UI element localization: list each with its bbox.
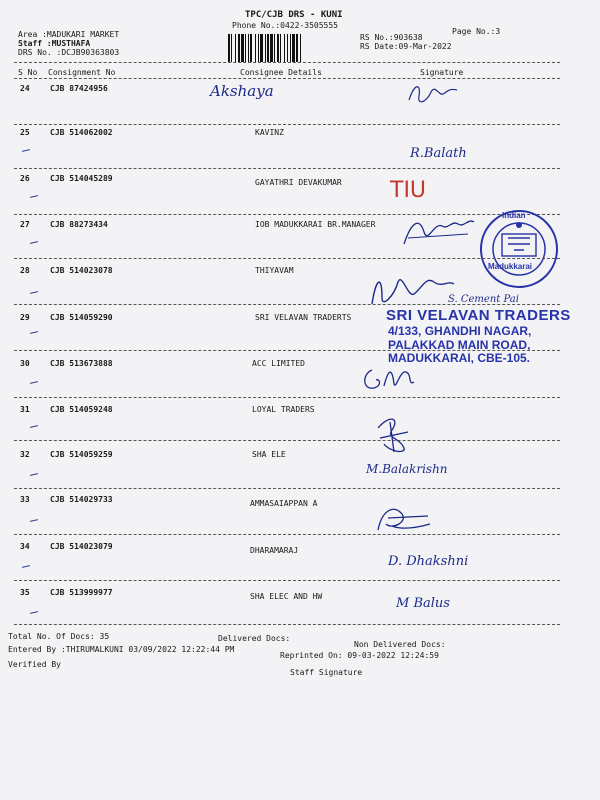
row-divider — [14, 440, 560, 441]
row-consignee: ACC LIMITED — [252, 359, 305, 368]
row-mark — [30, 425, 38, 428]
non-delivered-docs: Non Delivered Docs: — [354, 640, 446, 649]
signature-scribble-30 — [358, 360, 418, 396]
staff-label: Staff :MUSTHAFA — [18, 39, 91, 48]
area-label: Area :MADUKARI MARKET — [18, 30, 120, 39]
row-consignment: CJB 514023078 — [50, 266, 113, 275]
row-consignment: CJB 514059290 — [50, 313, 113, 322]
row-consignee: LOYAL TRADERS — [252, 405, 315, 414]
row-consignee: THIYAVAM — [255, 266, 294, 275]
row-divider — [14, 124, 560, 125]
column-signature: Signature — [420, 68, 464, 77]
row-sno: 33 — [20, 495, 30, 504]
signature-scribble-27 — [398, 210, 478, 254]
stamp-top-text: Indian — [502, 211, 526, 220]
row-mark — [30, 291, 38, 294]
row-mark — [30, 473, 38, 476]
row-consignment: CJB 87424956 — [50, 84, 108, 93]
row-divider — [14, 168, 560, 169]
column-divider — [14, 78, 560, 79]
stamp-bottom-text: Madukkarai — [488, 262, 533, 271]
row-consignment: CJB 514059248 — [50, 405, 113, 414]
column-consignment: Consignment No — [48, 68, 116, 77]
sheet-title: TPC/CJB DRS - KUNI — [245, 10, 343, 20]
row-mark — [30, 519, 38, 522]
row-consignment: CJB 513999977 — [50, 588, 113, 597]
signature-26: TIU — [390, 178, 427, 203]
row-mark — [30, 241, 38, 244]
row-sno: 26 — [20, 174, 30, 183]
trader-stamp-line1: 4/133, GHANDHI NAGAR, — [388, 324, 532, 338]
entered-by: Entered By :THIRUMALKUNI 03/09/2022 12:22:44 PM — [8, 645, 235, 654]
row-sno: 34 — [20, 542, 30, 551]
rs-number: RS No.:903638 — [360, 33, 423, 42]
row-mark — [30, 195, 38, 198]
row-consignment: CJB 514059259 — [50, 450, 113, 459]
trader-stamp-name: SRI VELAVAN TRADERS — [386, 307, 571, 324]
row-consignee: SHA ELE — [252, 450, 286, 459]
row-consignee: KAVINZ — [255, 128, 284, 137]
row-sno: 31 — [20, 405, 30, 414]
signature-24: Akshaya — [210, 82, 274, 100]
trader-signature: S. Cement Pai — [448, 294, 519, 305]
signature-35: M Balus — [396, 596, 450, 611]
row-mark — [30, 331, 38, 334]
row-divider — [14, 350, 560, 351]
row-divider — [14, 304, 560, 305]
signature-25: R.Balath — [410, 146, 467, 161]
row-mark — [22, 565, 30, 568]
row-mark — [30, 611, 38, 614]
barcode — [228, 34, 352, 62]
row-divider — [14, 580, 560, 581]
row-sno: 32 — [20, 450, 30, 459]
reprinted-on: Reprinted On: 09-03-2022 12:24:59 — [280, 651, 439, 660]
row-sno: 35 — [20, 588, 30, 597]
page-number: Page No.:3 — [452, 27, 501, 36]
total-docs: Total No. Of Docs: 35 — [8, 632, 110, 641]
signature-scribble-24 — [405, 80, 461, 110]
signature-scribble-28 — [368, 268, 458, 312]
row-sno: 30 — [20, 359, 30, 368]
phone-number: Phone No.:0422-3505555 — [232, 21, 338, 30]
staff-signature: Staff Signature — [290, 668, 363, 677]
column-consignee: Consignee Details — [240, 68, 322, 77]
row-divider — [14, 397, 560, 398]
row-divider — [14, 258, 560, 259]
header-divider — [14, 62, 560, 63]
column-sno: S No — [18, 68, 38, 77]
row-consignee: AMMASAIAPPAN A — [250, 499, 318, 508]
row-consignment: CJB 514023079 — [50, 542, 113, 551]
row-consignee: DHARAMARAJ — [250, 546, 299, 555]
signature-scribble-31 — [370, 408, 414, 456]
row-consignment: CJB 88273434 — [50, 220, 108, 229]
drs-number: DRS No. :DCJB90363803 — [18, 48, 120, 57]
trader-stamp-line3: MADUKKARAI, CBE-105. — [388, 351, 531, 365]
signature-34: D. Dhakshni — [388, 554, 469, 569]
row-mark — [22, 149, 30, 152]
row-sno: 29 — [20, 313, 30, 322]
row-consignee: IOB MADUKKARAI BR.MANAGER — [255, 220, 376, 229]
row-consignee: SRI VELAVAN TRADERTS — [255, 313, 352, 322]
row-consignment: CJB 514062002 — [50, 128, 113, 137]
post-office-stamp — [478, 208, 560, 290]
row-divider — [14, 624, 560, 625]
row-sno: 28 — [20, 266, 30, 275]
row-divider — [14, 488, 560, 489]
trader-stamp-line2: PALAKKAD MAIN ROAD, — [388, 338, 531, 352]
signature-32: M.Balakrishn — [366, 462, 448, 476]
verified-by: Verified By — [8, 660, 61, 669]
row-consignment: CJB 514029733 — [50, 495, 113, 504]
row-mark — [30, 381, 38, 384]
row-divider — [14, 534, 560, 535]
row-consignee: GAYATHRI DEVAKUMAR — [255, 178, 342, 187]
row-consignee: SHA ELEC AND HW — [250, 592, 323, 601]
row-sno: 25 — [20, 128, 30, 137]
row-sno: 24 — [20, 84, 30, 93]
delivered-docs: Delivered Docs: — [218, 634, 291, 643]
row-consignment: CJB 513673888 — [50, 359, 113, 368]
row-sno: 27 — [20, 220, 30, 229]
rs-date: RS Date:09-Mar-2022 — [360, 42, 452, 51]
row-consignment: CJB 514045289 — [50, 174, 113, 183]
